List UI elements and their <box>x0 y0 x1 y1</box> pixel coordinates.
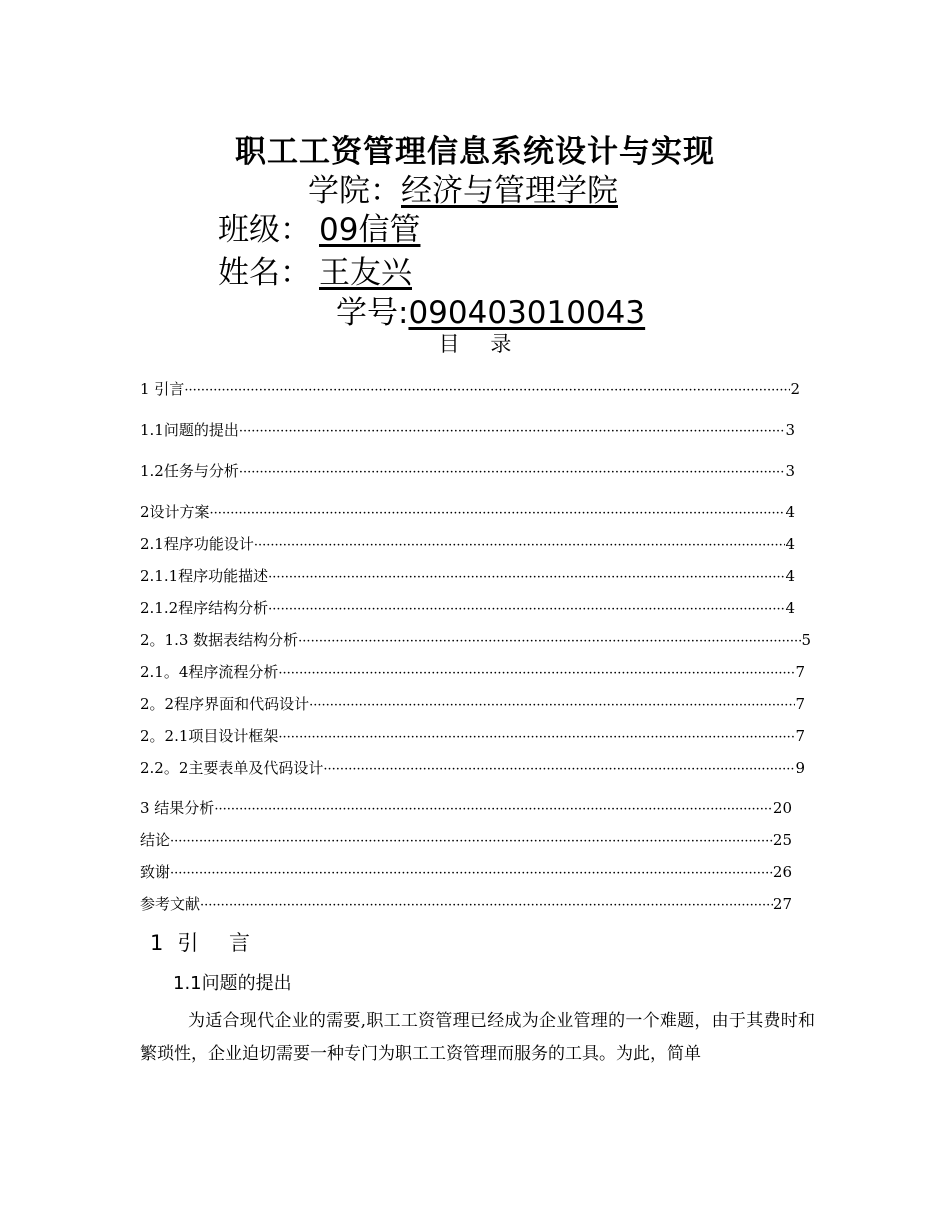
toc-entry-page: 3 <box>785 462 795 480</box>
section-title: 引 言 <box>177 931 263 955</box>
toc-entry-page: 5 <box>801 631 811 649</box>
toc-entry[interactable] <box>140 566 795 586</box>
class-value: 09信管 <box>319 212 421 248</box>
toc-leader-dots <box>184 381 790 401</box>
toc-entry-title: 1.1问题的提出 <box>140 421 239 439</box>
toc-entry-page: 3 <box>785 421 795 439</box>
toc-entry-title: 1.2任务与分析 <box>140 462 239 480</box>
toc-entry[interactable] <box>140 662 805 682</box>
toc-entry-page: 7 <box>795 727 805 745</box>
toc-leader-dots <box>239 422 786 442</box>
toc-leader-dots <box>210 504 786 524</box>
toc-entry-page: 4 <box>785 503 795 521</box>
toc-leader-dots <box>200 896 773 916</box>
toc-entry-page: 26 <box>772 863 792 881</box>
college-value: 经济与管理学院 <box>401 173 618 209</box>
toc-entry-title: 2.1程序功能设计 <box>140 535 254 553</box>
student-id-value: 090403010043 <box>408 295 646 331</box>
toc-entry-title: 3 结果分析 <box>140 799 215 817</box>
section-heading <box>150 927 262 957</box>
name-value: 王友兴 <box>319 255 412 291</box>
toc-entry[interactable] <box>140 694 805 714</box>
body-paragraph: 为适合现代企业的需要,职工工资管理已经成为企业管理的一个难题，由于其费时和繁琐性，企业迫切需要一种专门为职工工资管理而服务的工具。为此，简单 <box>140 1011 815 1064</box>
toc-entry[interactable] <box>140 830 792 850</box>
toc-leader-dots <box>309 696 795 716</box>
toc-entry-title: 2.2。2主要表单及代码设计 <box>140 759 324 777</box>
college-label: 学院： <box>308 173 401 209</box>
toc-leader-dots <box>170 864 773 884</box>
toc-entry[interactable] <box>140 534 795 554</box>
subsection-heading: 1.1问题的提出 <box>173 973 292 994</box>
toc-entry-title: 2。2.1项目设计框架 <box>140 727 279 745</box>
toc-leader-dots <box>278 728 795 748</box>
toc-entry-title: 2。2程序界面和代码设计 <box>140 695 310 713</box>
toc-entry[interactable] <box>140 894 792 914</box>
toc-leader-dots <box>268 568 785 588</box>
section-number: 1 <box>150 931 164 955</box>
toc-leader-dots <box>239 463 786 483</box>
toc-entry[interactable] <box>140 461 795 481</box>
toc-entry-title: 2.1.1程序功能描述 <box>140 567 269 585</box>
toc-entry-page: 4 <box>785 599 795 617</box>
toc-entry[interactable] <box>140 798 792 818</box>
toc-entry-title: 参考文献 <box>140 895 201 913</box>
toc-entry[interactable] <box>140 420 795 440</box>
toc-entry[interactable] <box>140 502 795 522</box>
toc-entry[interactable] <box>140 758 805 778</box>
toc-entry-title: 2.1.2程序结构分析 <box>140 599 269 617</box>
toc-entry-page: 25 <box>772 831 792 849</box>
toc-entry-page: 4 <box>785 567 795 585</box>
toc-entry[interactable] <box>140 862 792 882</box>
toc-entry[interactable] <box>140 630 811 650</box>
toc-entry-title: 2。1.3 数据表结构分析 <box>140 631 299 649</box>
class-label: 班级： <box>218 212 311 248</box>
toc-entry-page: 27 <box>772 895 792 913</box>
toc-entry-page: 9 <box>795 759 805 777</box>
document-title: 职工工资管理信息系统设计与实现 <box>235 134 715 170</box>
toc-entry-title: 2.1。4程序流程分析 <box>140 663 279 681</box>
toc-leader-dots <box>254 536 786 556</box>
toc-entry-title: 1 引言 <box>140 380 185 398</box>
name-label: 姓名： <box>218 255 311 291</box>
toc-entry-title: 结论 <box>140 831 171 849</box>
toc-leader-dots <box>170 832 773 852</box>
toc-entry-page: 4 <box>785 535 795 553</box>
toc-entry-title: 致谢 <box>140 863 171 881</box>
toc-entry[interactable] <box>140 379 800 399</box>
student-id-label: 学号: <box>336 295 409 331</box>
toc-leader-dots <box>268 600 785 620</box>
toc-entry-page: 7 <box>795 695 805 713</box>
toc-entry[interactable] <box>140 726 805 746</box>
toc-leader-dots <box>298 632 801 652</box>
toc-entry-page: 7 <box>795 663 805 681</box>
toc-leader-dots <box>278 664 795 684</box>
toc-leader-dots <box>323 760 795 780</box>
toc-entry[interactable] <box>140 598 795 618</box>
toc-entry-title: 2设计方案 <box>140 503 210 521</box>
toc-entry-page: 2 <box>790 380 800 398</box>
toc-leader-dots <box>214 800 773 820</box>
toc-entry-page: 20 <box>772 799 792 817</box>
toc-heading: 目 录 <box>438 332 524 356</box>
